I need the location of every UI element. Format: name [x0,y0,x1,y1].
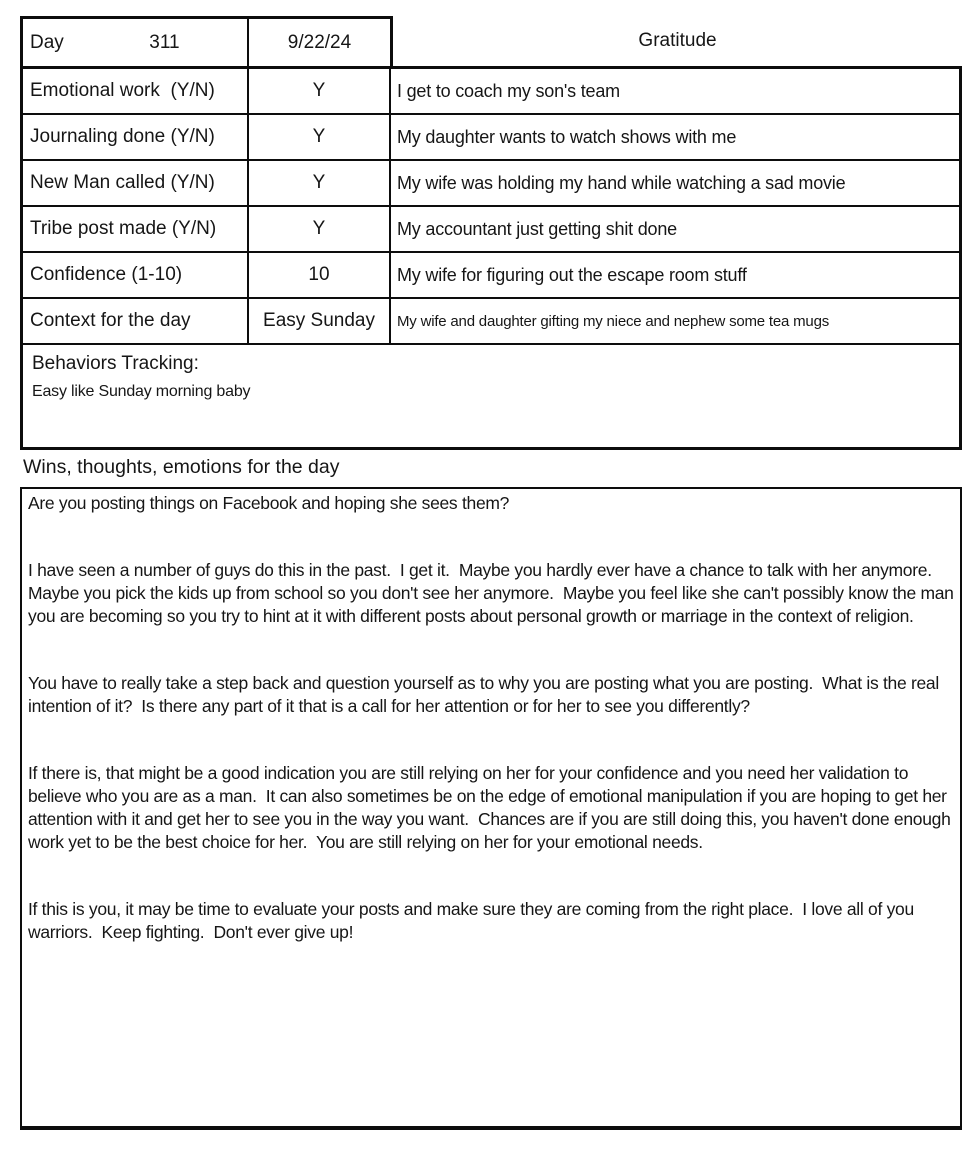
table-row [23,207,959,253]
row-gratitude: I get to coach my son's team [397,80,620,101]
row-label: Context for the day [23,299,249,343]
date-value: 9/22/24 [287,31,352,53]
date-cell [249,19,390,66]
table-row [23,253,959,299]
row-value: Y [249,161,391,205]
row-gratitude: My accountant just getting shit done [397,218,677,239]
wins-heading: Wins, thoughts, emotions for the day [23,456,340,478]
table-row [23,161,959,207]
table-row [23,115,959,161]
row-gratitude: My wife and daughter gifting my niece and nephew some tea mugs [397,312,830,330]
row-label: New Man called (Y/N) [23,161,249,205]
row-value: Easy Sunday [249,299,391,343]
table-row [23,299,959,345]
header-row [20,16,393,69]
row-label: Confidence (1-10) [23,253,249,297]
row-value: Y [249,115,391,159]
daily-tracker-table [20,66,962,450]
row-value: 10 [249,253,391,297]
row-label: Tribe post made (Y/N) [23,207,249,251]
behaviors-title: Behaviors Tracking: [32,353,199,374]
day-value: 311 [149,31,180,53]
day-cell [23,19,249,66]
notes-paragraph: You have to really take a step back and question yourself as to why you are posting what you are posting. What is the real intention of it? Is there any part of it that is a call for her attention or for her to see you differently? [28,673,944,716]
row-value: Y [249,69,391,113]
row-value: Y [249,207,391,251]
table-row [23,69,959,115]
row-gratitude: My wife for figuring out the escape room stuff [397,264,747,285]
notes-box [20,487,962,1130]
row-gratitude: My wife was holding my hand while watching a sad movie [397,172,846,193]
notes-paragraph: If this is you, it may be time to evaluate your posts and make sure they are coming from the right place. I love all of you warriors. Keep fighting. Don't ever give up! [28,899,919,942]
behaviors-box [23,345,959,401]
notes-paragraph: Are you posting things on Facebook and hoping she sees them? [28,493,510,513]
notes-paragraph: If there is, that might be a good indication you are still relying on her for your confidence and you need her validation to believe who you are as a man. It can also sometimes be on the edge of emotional manipulation if you are hoping to get her attention with it and get her to see you in the way you want. Chances are if you are still doing this, you haven't done enough work yet to be the best choice for her. You are still relying on her for your emotional needs. [28,763,956,852]
gratitude-column-header: Gratitude [638,30,717,51]
notes-paragraph: I have seen a number of guys do this in the past. I get it. Maybe you hardly ever have a chance to talk with her anymore. Maybe you pick the kids up from school so you don't see her anymore. Maybe you feel like she can't possibly know the man you are becoming so you try to hint at it with different posts about personal growth or marriage in the context of religion. [28,560,959,626]
row-gratitude: My daughter wants to watch shows with me [397,126,737,147]
row-label: Journaling done (Y/N) [23,115,249,159]
day-label: Day [30,31,64,53]
row-label: Emotional work (Y/N) [23,69,249,113]
behaviors-note: Easy like Sunday morning baby [32,383,251,400]
